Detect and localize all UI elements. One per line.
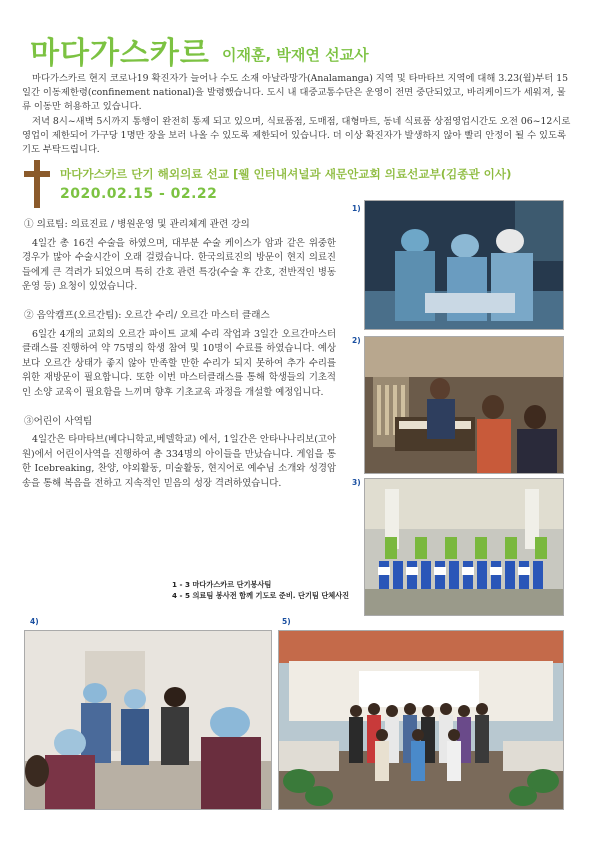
caption-line-2: 4 - 5 의료팀 봉사전 함께 기도로 준비. 단기팀 단체사진	[172, 590, 350, 600]
medical-team-body: 4일간 총 16건 수술을 하였으며, 대부분 수술 케이스가 암과 같은 위중한 경우가 많아 수술시간이 오래 걸렸습니다. 한국의료진의 방문이 현지 의료진들에게 큰 격려가 되었으며 특히 간호 관련 특강(수술 후 간호, 전반적인 병동 운영 등) 요청이 있었습니다.	[22, 237, 336, 293]
surgery-photo	[364, 200, 564, 330]
report-column	[22, 218, 336, 506]
prayer-photo	[24, 630, 272, 810]
photo-label-5: 5)	[282, 617, 291, 626]
intro-text	[22, 72, 574, 157]
organ-photo	[364, 336, 564, 474]
music-camp-heading: ② 음악캠프(오르간팀): 오르간 수리/ 오르간 마스터 클래스	[24, 309, 270, 321]
missionary-names: 이재훈, 박재연 선교사	[222, 46, 369, 64]
page-title: 마다가스카르	[30, 36, 210, 71]
music-camp-body: 6일간 4개의 교회의 오르간 파이트 교체 수리 작업과 3일간 오르간마스터클래스를 진행하여 약 75명의 학생 참여 및 10명이 수료를 하였습니다. 예상보다 오르간 상태가 좋지 않아 만족할 만한 수리가 되지 못하여 추가 수리를 위한 재방문이 필요합니다. 또한 이번 마스터클래스를 통해 학생들의 기초적인 소양 교육이 필요함을 느끼며 향후 기초교육 과정을 개설할 예정입니다.	[22, 328, 336, 398]
children-team-heading: ③어린이 사역팀	[24, 415, 93, 427]
children-photo	[364, 478, 564, 616]
photo-label-1: 1)	[352, 204, 361, 213]
section-title: 마다가스카르 단기 해외의료 선교 [웰 인터내셔널과 새문안교회 의료선교부(김종관 이사)	[60, 167, 512, 181]
intro-paragraph-1: 마다가스카르 현지 코로나19 확진자가 늘어나 수도 소재 아날라망가(Analamanga) 지역 및 타마타브 지역에 대해 3.23(월)부터 15일간 이동제한령(confinement national)을 발령했습니다. 도시 내 대중교통수단은 운영이 전면 중단되었고, 바리케이드가 세워져, 물류 이동만 허용하고 있습니다.	[22, 73, 569, 113]
children-team-body: 4일간은 타마타브(베다니학교,베델학교) 에서, 1일간은 안타나나리보(고아원)에서 어린이사역을 진행하여 총 334명의 아이들을 만났습니다. 게임을 통한 Icebreaking, 찬양, 야외활동, 미술활동, 현지어로 예수님 소개와 성경암송을 통해 복음을 전하고 지속적인 믿음의 성장 격려하였습니다.	[22, 434, 336, 489]
section-date: 2020.02.15 - 02.22	[60, 186, 218, 202]
photo-label-4: 4)	[30, 617, 39, 626]
intro-paragraph-2: 저녁 8시~새벽 5시까지 통행이 완전히 통제 되고 있으며, 식료품점, 도매점, 대형마트, 동네 식료품 상점영업시간도 오전 06~12시로 영업이 제한되어 가구당 1명만 장을 보러 나올 수 있도록 제한되어 있습니다. 더 이상 확진자가 발생하지 않아 빨리 안정이 될 수 있도록 기도 부탁드립니다.	[22, 115, 571, 156]
medical-team-heading: ① 의료팀: 의료진료 / 병원운영 및 관리체계 관련 강의	[24, 219, 250, 230]
photo-label-2: 2)	[352, 336, 361, 345]
cross-icon	[24, 160, 50, 208]
group-photo	[278, 630, 564, 810]
caption-line-1: 1 - 3 마다가스카르 단기봉사팀	[172, 580, 272, 589]
photo-caption	[172, 580, 349, 601]
photo-label-3: 3)	[352, 478, 361, 487]
